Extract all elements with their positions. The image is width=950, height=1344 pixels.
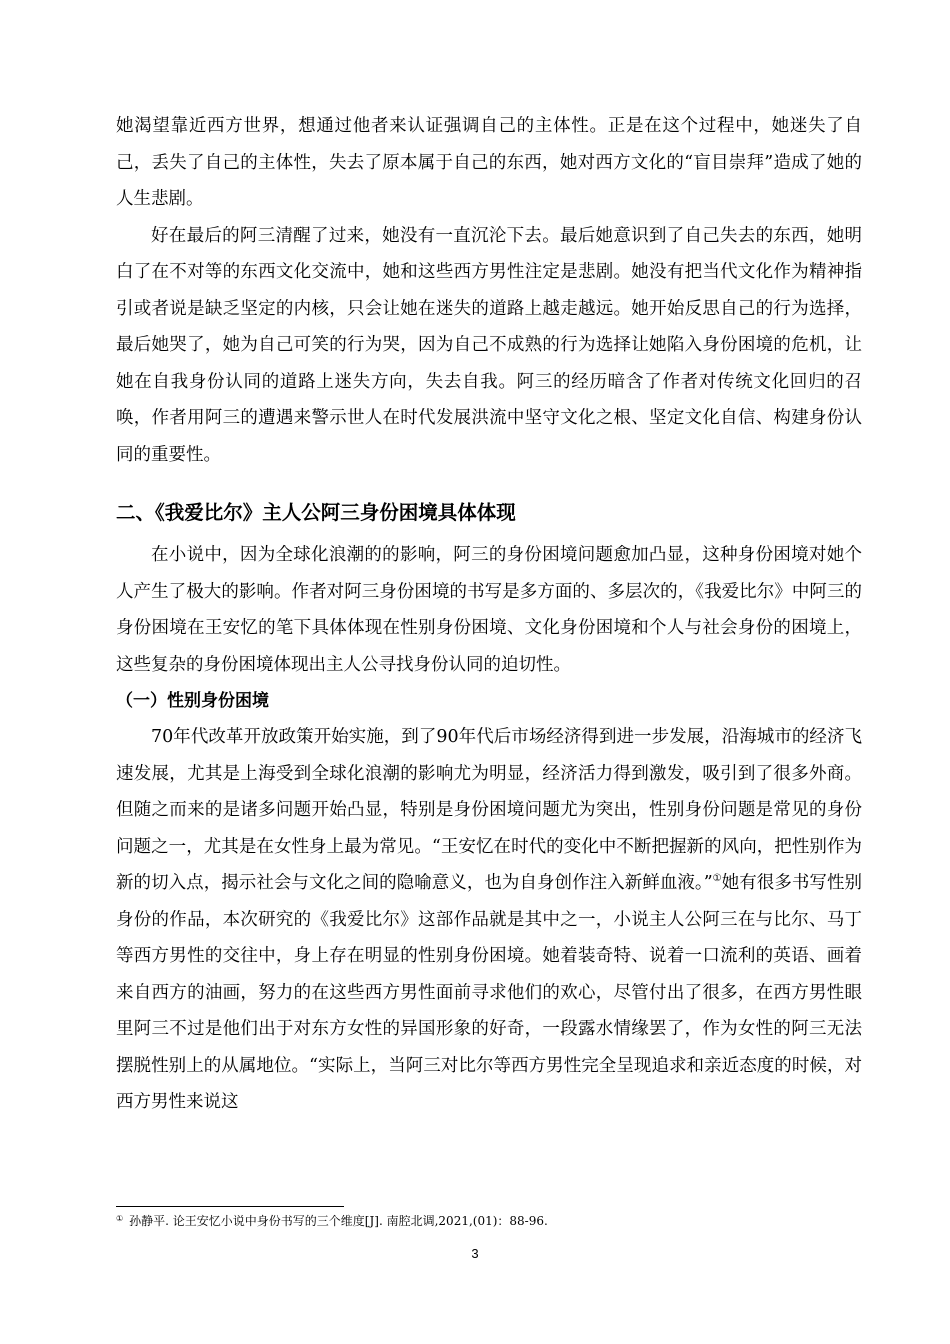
footnote <box>116 1211 862 1231</box>
page-number: 3 <box>471 1246 479 1261</box>
paragraph-section-intro: 在小说中，因为全球化浪潮的的影响，阿三的身份困境问题愈加凸显，这种身份困境对她个人产生了极大的影响。作者对阿三身份困境的书写是多方面的、多层次的，《我爱比尔》中阿三的身份困境在王安忆的笔下具体体现在性别身份困境、文化身份困境和个人与社会身份的困境上，这些复杂的身份困境体现出主人公寻找身份认同的迫切性。 <box>116 545 862 675</box>
section-heading: 二、《我爱比尔》主人公阿三身份困境具体体现 <box>116 501 516 524</box>
paragraph-asan-awakening: 好在最后的阿三清醒了过来，她没有一直沉沦下去。最后她意识到了自己失去的东西，她明白了在不对等的东西文化交流中，她和这些西方男性注定是悲剧。她没有把当代文化作为精神指引或者说是缺乏坚定的内核，只会让她在迷失的道路上越走越远。她开始反思自己的行为选择，最后她哭了，她为自己可笑的行为哭，因为自己不成熟的行为选择让她陷入身份困境的危机，让她在自我身份认同的道路上迷失方向，失去自我。阿三的经历暗含了作者对传统文化回归的召唤，作者用阿三的遭遇来警示世人在时代发展洪流中坚守文化之根、坚定文化自信、构建身份认同的重要性。 <box>116 225 862 465</box>
paragraph-gender-identity <box>116 719 862 1121</box>
paragraph-gender-identity-part2: 她有很多书写性别身份的作品，本次研究的《我爱比尔》这部作品就是其中之一，小说主人公阿三在与比尔、马丁等西方男性的交往中，身上存在明显的性别身份困境。她着装奇特、说着一口流利的英语、画着来自西方的油画，努力的在这些西方男性面前寻求他们的欢心，尽管付出了很多，在西方男性眼里阿三不过是他们出于对东方女性的异国形象的好奇，一段露水情缘罢了，作为女性的阿三无法摆脱性别上的从属地位。“实际上，当阿三对比尔等西方男性完全呈现追求和亲近态度的时候，对西方男性来说这 <box>116 873 863 1112</box>
footnote-text: 孙静平. 论王安忆小说中身份书写的三个维度[J]. 南腔北调,2021,(01)：88-96. <box>129 1214 548 1228</box>
body-text <box>116 108 862 1121</box>
subsection-heading: （一）性别身份困境 <box>116 691 269 711</box>
paragraph-gender-identity-part1: 70年代改革开放政策开始实施，到了90年代后市场经济得到进一步发展，沿海城市的经济飞速发展，尤其是上海受到全球化浪潮的影响尤为明显，经济活力得到激发，吸引到了很多外商。但随之而来的是诸多问题开始凸显，特别是身份困境问题尤为突出，性别身份问题是常见的身份问题之一，尤其是在女性身上最为常见。“王安忆在时代的变化中不断把握新的风向，把性别作为新的切入点，揭示社会与文化之间的隐喻意义，也为自身创作注入新鲜血液。” <box>116 727 862 893</box>
footnote-marker: ① <box>116 1214 124 1223</box>
footnote-divider <box>116 1206 344 1207</box>
paragraph-continued: 她渴望靠近西方世界，想通过他者来认证强调自己的主体性。正是在这个过程中，她迷失了自己，丢失了自己的主体性，失去了原本属于自己的东西，她对西方文化的“盲目崇拜”造成了她的人生悲剧。 <box>116 116 862 209</box>
footnote-reference[interactable]: ① <box>712 873 722 884</box>
